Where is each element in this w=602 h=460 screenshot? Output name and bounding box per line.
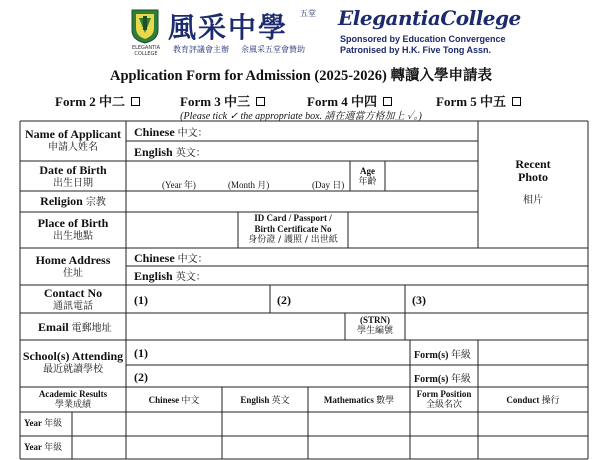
col-position-en: Form Position [416,389,472,399]
row-2-conduct-field[interactable] [479,437,587,458]
form-5-label: Form 5 中五 [436,94,507,109]
col-chinese-zh: 中文 [181,396,200,406]
row-2-year-zh: 年級 [44,443,63,453]
contact-1-field[interactable] [152,286,269,312]
english-name-field[interactable] [212,142,476,160]
school-1-field[interactable] [152,341,409,364]
col-math-en: Mathematics [323,395,374,405]
address-english-zh: 英文： [175,272,206,283]
school-2-field[interactable] [152,366,409,386]
address-label [20,254,126,280]
photo-label-zh: 相片 [523,195,543,206]
contact-1-label: (1) [134,293,148,307]
col-math [308,395,410,407]
strn-label-en: (STRN) [359,315,390,325]
religion-label-zh: 宗教 [85,197,106,208]
row-2-english-field[interactable] [223,437,307,458]
row-2-year-label [24,442,62,454]
forms-zh: 年級 [450,350,471,361]
id-field[interactable] [349,213,477,247]
pob-label-en: Place of Birth [37,216,109,230]
name-label-en: Name of Applicant [25,127,121,141]
row-2-year-field[interactable] [73,437,125,458]
chinese-label-zh: 中文： [177,128,208,139]
chinese-label: Chinese [134,125,175,139]
contact-label [20,287,126,313]
address-english-field[interactable] [212,267,586,284]
english-name-label [134,144,206,160]
forms-en: Form(s) [414,350,449,361]
checkbox-icon [512,97,521,106]
email-label-en: Email [38,320,69,334]
results-label-zh: 學業成績 [54,400,91,410]
school-label-zh: 最近就讀學校 [43,364,103,375]
strn-label-zh: 學生編號 [356,326,393,336]
religion-field[interactable] [127,192,477,211]
address-chinese-field[interactable] [212,249,586,265]
forms-zh: 年級 [450,374,471,385]
forms-en: Form(s) [414,374,449,385]
tick-instruction: (Please tick ✓ the appropriate box. 請在適當方格加上 ✓。) [180,111,422,122]
contact-2-field[interactable] [295,286,404,312]
chinese-name-label [134,124,208,140]
school-label [20,350,126,376]
sponsor-line-1: Sponsored by Education Convergence [340,34,506,44]
pob-field[interactable] [127,213,237,247]
religion-label [20,195,126,209]
row-1-year-label [24,418,62,430]
row-2-year-en: Year [24,442,42,452]
school-2-form-field[interactable] [479,366,586,386]
id-label-zh: 身份證 / 護照 / 出世紙 [248,235,338,245]
col-chinese [126,395,222,407]
pob-label [20,217,126,243]
age-label [350,166,385,188]
address-label-zh: 住址 [63,268,83,279]
dob-label [20,164,126,190]
contact-3-field[interactable] [430,286,586,312]
school-name-english: ElegantiaCollege [338,6,521,30]
photo-label [478,158,588,207]
col-conduct-en: Conduct [506,395,540,405]
form-4-label: Form 4 中四 [307,94,378,109]
row-1-conduct-field[interactable] [479,413,587,435]
chinese-name-field[interactable] [212,122,476,140]
crest-caption: ELEGANTIA COLLEGE [131,45,161,57]
row-1-position-field[interactable] [411,413,477,435]
organizer-text: 教育評議會主辦 [173,45,229,54]
contact-label-zh: 通訊電話 [53,301,93,312]
results-label [20,389,126,411]
row-1-english-field[interactable] [223,413,307,435]
address-chinese-zh: 中文： [177,254,208,265]
row-2-position-field[interactable] [411,437,477,458]
name-label-zh: 申請人姓名 [48,142,98,153]
email-field[interactable] [127,314,344,339]
school-label-en: School(s) Attending [22,349,124,363]
school-1-form-label [414,346,471,361]
religion-label-en: Religion [40,194,83,208]
dob-field[interactable] [127,162,349,190]
form-3-label: Form 3 中三 [180,94,251,109]
school-name-chinese: 風采中學 [168,11,289,44]
age-field[interactable] [386,162,477,190]
address-chinese-label [134,250,208,266]
col-english-en: English [240,395,270,405]
school-seal: 五堂 [300,9,316,18]
name-label [20,128,126,154]
col-english [222,395,308,407]
id-label-line2: Birth Certificate No [254,224,332,234]
col-position-zh: 全級名次 [425,400,462,410]
contact-2-label: (2) [277,293,291,307]
school-1-form-field[interactable] [479,341,586,364]
english-label: English [134,145,173,159]
col-math-zh: 數學 [376,396,395,406]
email-label [38,319,112,335]
form-2-label: Form 2 中二 [55,94,126,109]
row-2-math-field[interactable] [309,437,409,458]
sponsor-line-2: Patronised by H.K. Five Tong Assn. [340,45,492,55]
dob-day: (Day 日) [312,180,345,190]
address-chinese-en: Chinese [134,251,175,265]
school-1-label: (1) [134,346,148,360]
row-1-math-field[interactable] [309,413,409,435]
english-label-zh: 英文： [175,148,206,159]
school-2-label: (2) [134,370,148,384]
address-english-en: English [134,269,173,283]
school-header [0,0,602,62]
dob-month: (Month 月) [228,180,270,190]
row-1-chinese-field[interactable] [127,413,221,435]
col-conduct [478,395,588,407]
contact-3-label: (3) [412,293,426,307]
checkbox-icon [256,97,265,106]
dob-year: (Year 年) [162,180,196,190]
results-label-en: Academic Results [38,389,108,399]
dob-label-zh: 出生日期 [53,178,93,189]
age-label-en: Age [360,166,375,176]
strn-field[interactable] [406,314,586,339]
col-position [410,389,478,411]
strn-label [345,315,405,337]
school-crest-logo [130,8,160,44]
row-1-year-en: Year [24,418,42,428]
address-label-en: Home Address [35,253,111,267]
email-label-zh: 電郵地址 [71,323,112,334]
dob-label-en: Date of Birth [39,163,107,177]
school-2-form-label [414,370,471,385]
row-2-chinese-field[interactable] [127,437,221,458]
checkbox-icon [383,97,392,106]
id-label-line1: ID Card / Passport / [254,213,332,223]
age-label-zh: 年齡 [358,177,377,187]
id-label [238,213,348,246]
row-1-year-zh: 年級 [44,419,63,429]
col-conduct-zh: 操行 [541,396,560,406]
form-title: Application Form for Admission (2025-2026) 轉讀入學申請表 [110,68,492,84]
checkbox-icon [131,97,140,106]
row-1-year-field[interactable] [73,413,125,435]
col-english-zh: 英文 [271,396,290,406]
photo-label-en: Recent Photo [515,157,551,184]
pob-label-zh: 出生地點 [53,231,93,242]
contact-label-en: Contact No [43,286,103,300]
address-english-label [134,268,206,284]
col-chinese-en: Chinese [148,395,180,405]
sponsor-text-chinese: 余風采五堂會贊助 [241,45,305,54]
